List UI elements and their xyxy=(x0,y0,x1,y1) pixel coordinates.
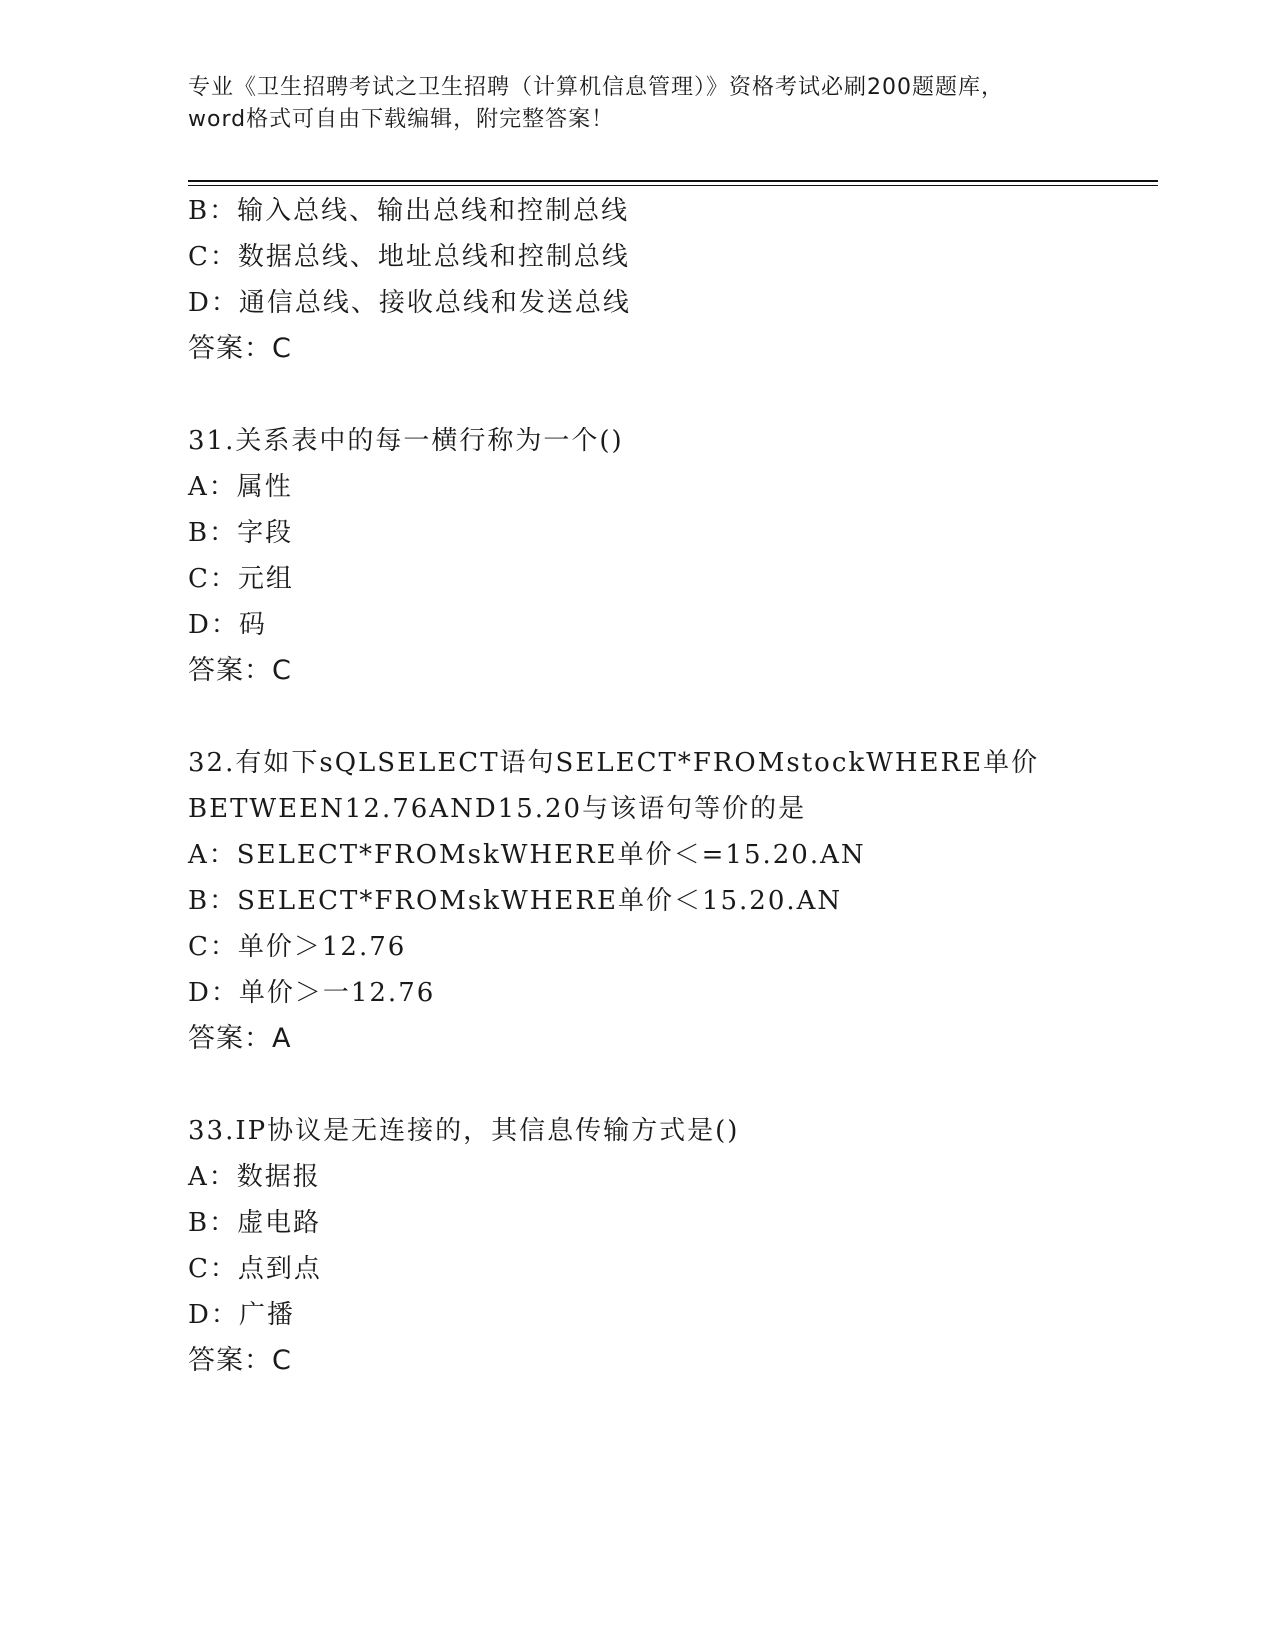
option-b: B：SELECT*FROMskWHERE单价＜15.20.AN xyxy=(188,886,843,916)
document-header xyxy=(188,72,1088,136)
question-text: 33.IP协议是无连接的，其信息传输方式是() xyxy=(188,1116,740,1146)
option-a: A：SELECT*FROMskWHERE单价＜=15.20.AN xyxy=(188,840,866,870)
answer-label: 答案：A xyxy=(188,1023,292,1054)
option-a: A：属性 xyxy=(188,472,293,502)
question-text: 31.关系表中的每一横行称为一个() xyxy=(188,426,624,456)
option-d: D：广播 xyxy=(188,1300,295,1330)
header-rule-thick xyxy=(188,180,1158,182)
option-d: D：单价＞一12.76 xyxy=(188,978,436,1008)
question-block-33 xyxy=(188,1108,1148,1384)
answer-label: 答案：C xyxy=(188,1345,292,1376)
question-text-line-1: 32.有如下sQLSELECT语句SELECT*FROMstockWHERE单价 xyxy=(188,748,1040,778)
option-c: C：元组 xyxy=(188,564,294,594)
question-block-32 xyxy=(188,740,1148,1062)
header-rule-thin xyxy=(188,185,1158,186)
question-text-line-2: BETWEEN12.76AND15.20与该语句等价的是 xyxy=(188,794,807,824)
question-block-30 xyxy=(188,188,1148,372)
option-b: B：虚电路 xyxy=(188,1208,322,1238)
spacer xyxy=(188,694,1148,740)
option-d: D：通信总线、接收总线和发送总线 xyxy=(188,288,631,318)
option-b: B：输入总线、输出总线和控制总线 xyxy=(188,196,630,226)
answer-label: 答案：C xyxy=(188,655,292,686)
answer-label: 答案：C xyxy=(188,333,292,364)
option-d: D：码 xyxy=(188,610,267,640)
option-c: C：点到点 xyxy=(188,1254,322,1284)
spacer xyxy=(188,372,1148,418)
option-c: C：单价＞12.76 xyxy=(188,932,407,962)
question-list xyxy=(188,188,1148,1384)
option-c: C：数据总线、地址总线和控制总线 xyxy=(188,242,630,272)
option-a: A：数据报 xyxy=(188,1162,321,1192)
header-line-2: word格式可自由下载编辑，附完整答案！ xyxy=(188,107,615,132)
option-b: B：字段 xyxy=(188,518,294,548)
header-line-1: 专业《卫生招聘考试之卫生招聘（计算机信息管理）》资格考试必刷200题题库， xyxy=(188,75,1004,100)
question-block-31 xyxy=(188,418,1148,694)
spacer xyxy=(188,1062,1148,1108)
